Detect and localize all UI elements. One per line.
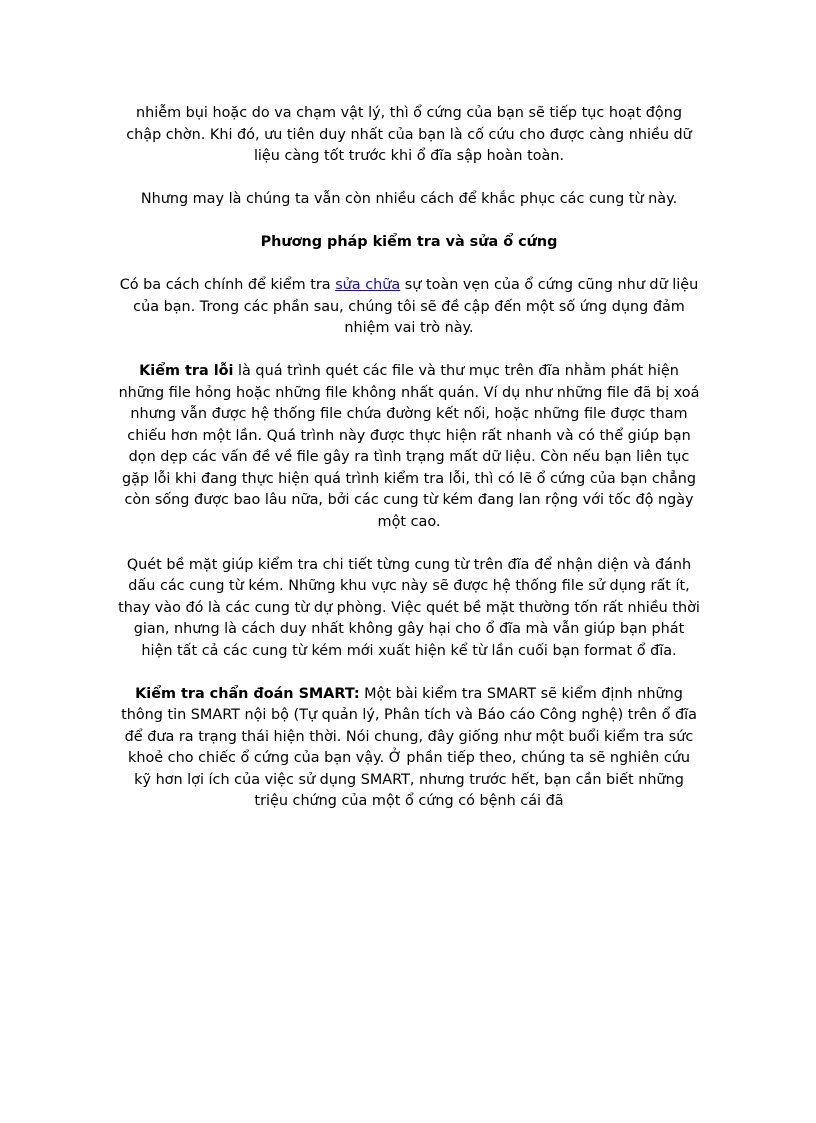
section-heading: Phương pháp kiểm tra và sửa ổ cứng [260,234,558,250]
paragraph-three-ways [118,275,700,340]
error-check-term: Kiểm tra lỗi [139,363,234,379]
error-check-text: là quá trình quét các file và thư mục trên đĩa nhằm phát hiện những file hỏng hoặc những file không nhất quán. Ví dụ như những file đã bị xoá nhưng vẫn được hệ thống file chứa đường kết nối, hoặc những file được tham chiếu hơn một lần. Quá trình này được thực hiện rất nhanh và có thể giúp bạn dọn dẹp các vấn đề về file gây ra tình trạng mất dữ liệu. Còn nếu bạn liên tục gặp lỗi khi đang thực hiện quá trình kiểm tra lỗi, thì có lẽ ổ cứng của bạn chẳng còn sống được bao lâu nữa, bởi các cung từ kém đang lan rộng với tốc độ ngày một cao. [118,363,700,530]
paragraph-intro-continued: nhiễm bụi hoặc do va chạm vật lý, thì ổ cứng của bạn sẽ tiếp tục hoạt động chập chờn. Khi đó, ưu tiên duy nhất của bạn là cố cứu cho được càng nhiều dữ liệu càng tốt trước khi ổ đĩa sập hoàn toàn. [126,105,692,164]
paragraph-fix-sectors: Nhưng may là chúng ta vẫn còn nhiều cách để khắc phục các cung từ này. [140,191,678,207]
paragraph-surface-scan: Quét bề mặt giúp kiểm tra chi tiết từng cung từ trên đĩa để nhận diện và đánh dấu các cung từ kém. Những khu vực này sẽ được hệ thống file sử dụng rất ít, thay vào đó là các cung từ dự phòng. Việc quét bề mặt thường tốn rất nhiều thời gian, nhưng là cách duy nhất không gây hại cho ổ đĩa mà vẫn giúp bạn phát hiện tất cả các cung từ kém mới xuất hiện kể từ lần cuối bạn format ổ đĩa. [118,556,700,659]
paragraph-three-ways-end: sự toàn vẹn của ổ cứng cũng như dữ liệu của bạn. Trong các phần sau, chúng tôi sẽ đề cập đến một số ứng dụng đảm nhiệm vai trò này. [133,277,699,336]
smart-term: Kiểm tra chẩn đoán SMART: [135,685,360,702]
repair-link[interactable]: sửa chữa [335,277,401,293]
paragraph-three-ways-start: Có ba cách chính để kiểm tra [119,277,336,293]
paragraph-error-check [118,361,700,533]
paragraph-smart [118,684,700,813]
smart-text: Một bài kiểm tra SMART sẽ kiểm định những thông tin SMART nội bộ (Tự quản lý, Phân tích và Báo cáo Công nghệ) trên ổ đĩa để đưa ra trạng thái hiện thời. Nói chung, đây giống như một buổi kiểm tra sức khoẻ cho chiếc ổ cứng của bạn vậy. Ở phần tiếp theo, chúng ta sẽ nghiên cứu kỹ hơn lợi ích của việc sử dụng SMART, nhưng trước hết, bạn cần biết những triệu chứng của một ổ cứng có bệnh cái đã [121,685,697,809]
document-page [118,103,700,834]
